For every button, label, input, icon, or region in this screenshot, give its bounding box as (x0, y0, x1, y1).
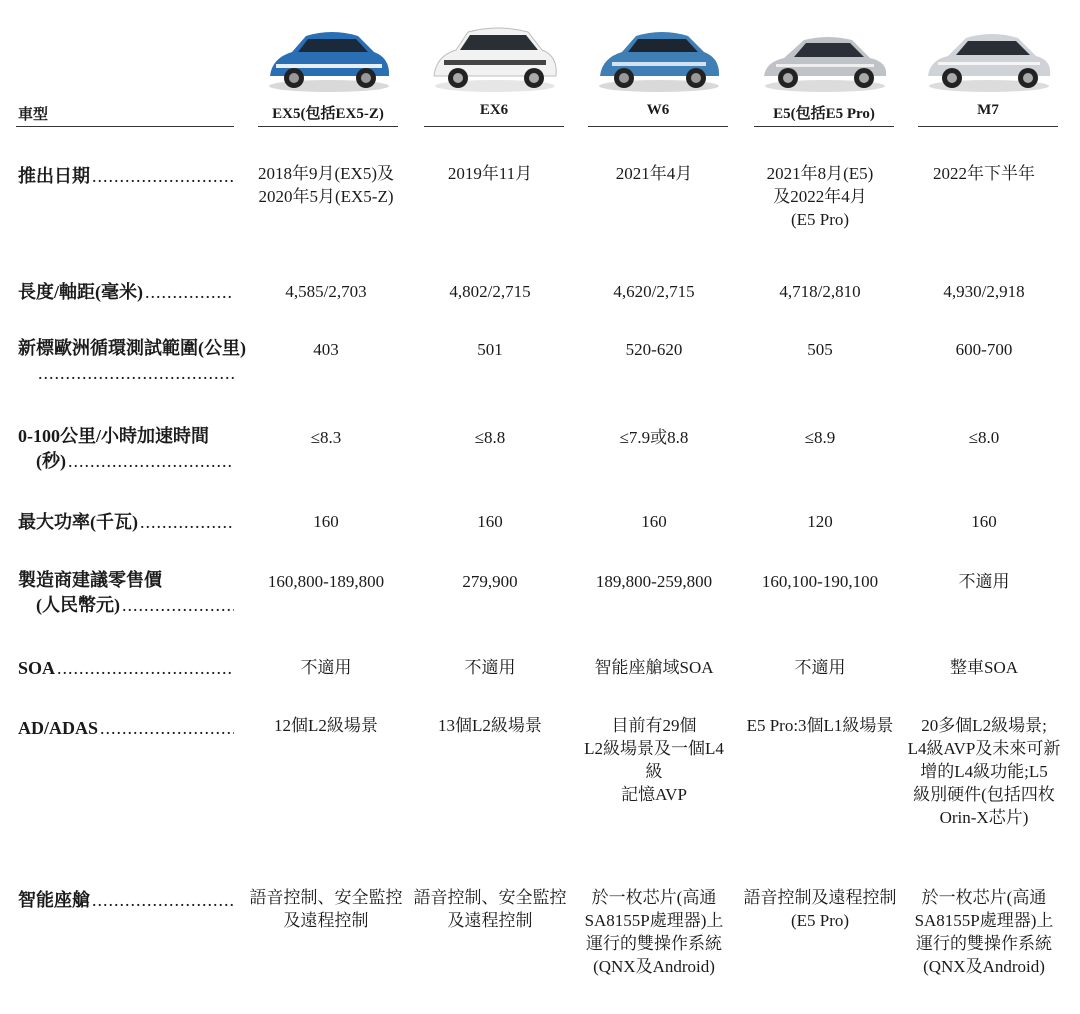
header-rule (754, 126, 894, 127)
table-cell: 2021年4月 (615, 164, 693, 183)
table-cell: 120 (807, 512, 833, 531)
table-cell: 不適用 (464, 658, 516, 677)
table-cell: 不適用 (958, 572, 1010, 591)
table-cell: 不適用 (794, 658, 846, 677)
table-cell: 160 (641, 512, 667, 531)
table-cell: 整車SOA (949, 658, 1018, 677)
table-cell: 20多個L2級場景; L4級AVP及未來可新 增的L4級功能;L5 級別硬件(包括四枚 Orin-X芯片) (907, 716, 1061, 827)
model-header-ex6: EX6 (479, 102, 509, 118)
car-image-ex6 (428, 14, 562, 96)
table-cell: 12個L2級場景 (274, 716, 378, 735)
model-column-label: 車型 (18, 107, 49, 123)
table-cell: 4,802/2,715 (449, 282, 531, 301)
table-cell: 160 (971, 512, 997, 531)
car-icon (262, 14, 396, 96)
row-label-acceleration: 0-100公里/小時加速時間 (秒) ..... (18, 424, 234, 474)
car-icon (758, 14, 892, 96)
table-cell: 於一枚芯片(高通 SA8155P處理器)上 運行的雙操作系統 (QNX及Android) (914, 888, 1054, 976)
table-cell: E5 Pro:3個L1級場景 (746, 716, 894, 735)
car-image-e5 (758, 14, 892, 96)
table-cell: 於一枚芯片(高通 SA8155P處理器)上 運行的雙操作系統 (QNX及Android) (584, 888, 724, 976)
table-cell: 4,620/2,715 (613, 282, 695, 301)
table-cell: ≤8.9 (804, 428, 836, 447)
table-cell: 160,800-189,800 (267, 572, 385, 591)
model-header-w6: W6 (646, 102, 670, 118)
table-cell: 600-700 (955, 340, 1013, 359)
table-cell: 語音控制及遠程控制 (E5 Pro) (743, 888, 897, 930)
table-cell: 不適用 (300, 658, 352, 677)
table-cell: ≤7.9或8.8 (619, 428, 689, 447)
table-cell: 4,930/2,918 (943, 282, 1025, 301)
row-label-launch-date: 推出日期 ..... (18, 164, 234, 189)
table-cell: 2021年8月(E5) 及2022年4月 (E5 Pro) (766, 164, 874, 229)
table-cell: 160,100-190,100 (761, 572, 879, 591)
table-cell: 279,900 (462, 572, 518, 591)
row-label-ad-adas: AD/ADAS ..... (18, 716, 234, 741)
table-cell: 501 (477, 340, 503, 359)
model-header-ex5: EX5(包括EX5-Z) (272, 106, 384, 122)
row-label-msrp: 製造商建議零售價 (人民幣元) ..... (18, 568, 234, 618)
car-icon (592, 14, 726, 96)
table-cell: 4,718/2,810 (779, 282, 861, 301)
table-cell: 520-620 (625, 340, 683, 359)
table-cell: 160 (313, 512, 339, 531)
row-label-nedc-range: 新標歐洲循環測試範圍(公里) ..... (18, 336, 234, 386)
row-label-length-wheelbase: 長度/軸距(毫米) ..... (18, 280, 234, 305)
table-cell: 189,800-259,800 (595, 572, 713, 591)
table-cell: 403 (313, 340, 339, 359)
header-rule (258, 126, 398, 127)
table-cell: 語音控制、安全監控 及遠程控制 (413, 888, 567, 930)
table-cell: 智能座艙域SOA (594, 658, 714, 677)
row-label-soa: SOA ..... (18, 656, 234, 681)
header-rule (16, 126, 234, 127)
table-cell: ≤8.8 (474, 428, 506, 447)
car-image-w6 (592, 14, 726, 96)
table-cell: 4,585/2,703 (285, 282, 367, 301)
header-rule (588, 126, 728, 127)
table-cell: 505 (807, 340, 833, 359)
car-image-m7 (922, 14, 1056, 96)
table-cell: 2018年9月(EX5)及 2020年5月(EX5-Z) (258, 164, 394, 206)
table-cell: 目前有29個 L2級場景及一個L4級 記憶AVP (584, 716, 724, 804)
row-label-max-power: 最大功率(千瓦) ..... (18, 510, 234, 535)
car-image-ex5 (262, 14, 396, 96)
model-header-m7: M7 (977, 102, 999, 118)
table-cell: ≤8.3 (310, 428, 342, 447)
header-rule (918, 126, 1058, 127)
table-cell: 語音控制、安全監控 及遠程控制 (249, 888, 403, 930)
table-cell: 13個L2級場景 (438, 716, 542, 735)
car-icon (428, 14, 562, 96)
car-icon (922, 14, 1056, 96)
table-cell: 160 (477, 512, 503, 531)
row-label-smart-cockpit: 智能座艙 ..... (18, 888, 234, 913)
table-cell: 2019年11月 (447, 164, 533, 183)
header-rule (424, 126, 564, 127)
table-cell: ≤8.0 (968, 428, 1000, 447)
model-header-e5: E5(包括E5 Pro) (773, 106, 875, 122)
table-cell: 2022年下半年 (933, 164, 1035, 183)
